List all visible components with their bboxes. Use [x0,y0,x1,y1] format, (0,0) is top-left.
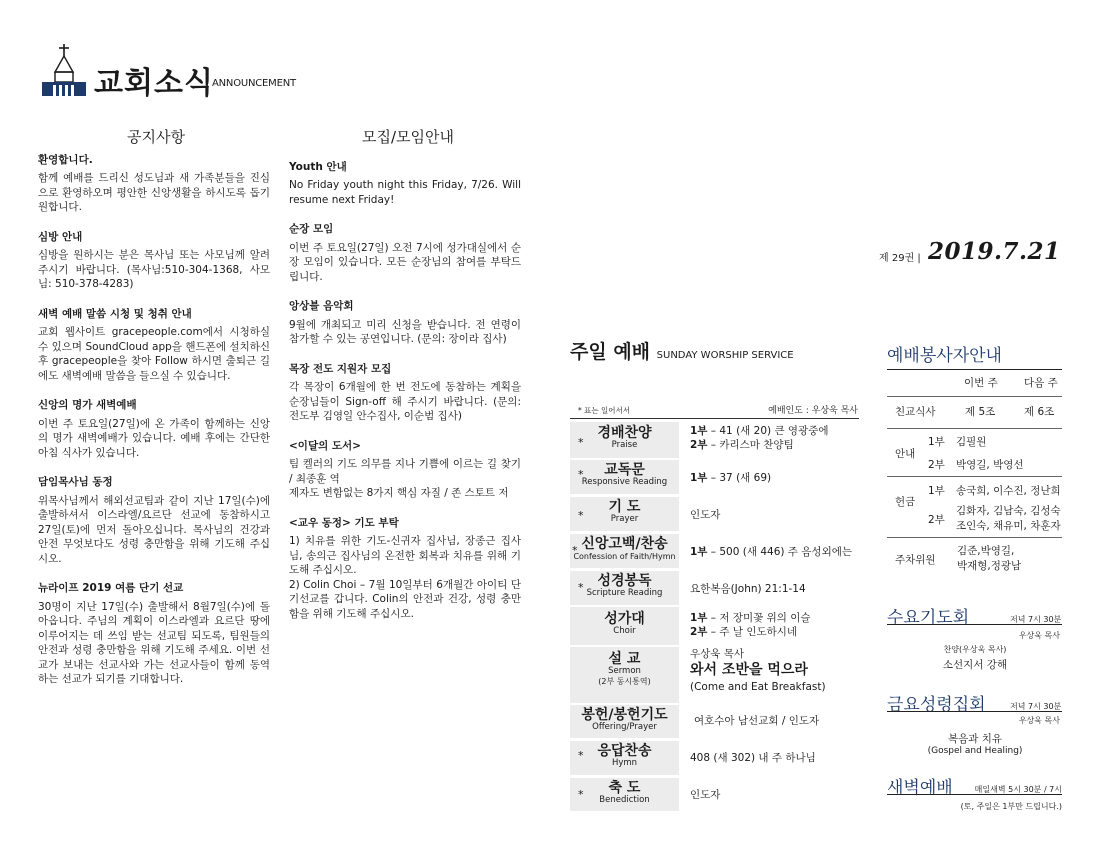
recruit-body: No Friday youth night this Friday, 7/26. Will resume next Friday! [289,179,521,206]
dawn-title: 새벽예배 [887,778,953,798]
notice-title: 신앙의 명가 새벽예배 [38,399,137,412]
order-name-en: Confession of Faith/Hymn [573,552,676,562]
church-icon [40,42,88,100]
order-name-en: Responsive Reading [581,477,668,488]
recruit-body: 각 목장이 6개월에 한 번 전도에 동참하는 계획을 순장님들이 Sign-off 해 주시기 바랍니다. (문의: 전도부 김영일 안수집사, 이순범 집사) [289,381,521,423]
recruit-title: 목장 전도 지원자 모집 [289,362,392,375]
parking-label: 주차위원 [895,554,936,566]
sermon-title: 와서 조반을 먹으라 [690,662,808,679]
order-row [570,497,860,531]
order-label [570,705,679,738]
recruit-title: <이달의 도서> [289,439,361,452]
order-row [570,422,860,458]
order-label [570,534,679,568]
order-name-ko: 응답찬송 [597,743,652,759]
order-name-en: Benediction [599,795,650,806]
recruit-body: 이번 주 토요일(27일) 오전 7시에 성가대실에서 순장 모임이 있습니다. 모든 순장님의 참여를 부탁드립니다. [289,241,521,283]
guide-service-1: 1부 [928,436,945,448]
preacher: 우상욱 목사 [690,648,745,660]
order-name-en: Choir [613,626,636,637]
order-name-en: Sermon [608,666,641,677]
order-label [570,778,679,811]
recruit-body: 1) 치유를 위한 기도-신귀자 집사님, 장종근 집사님, 송의근 집사님의 온전한 회복과 치유를 위해 기도해 주십시오. 2) Colin Choi – 7월 10일부터 6개월간 아이티 단기선교를 갑니다. Colin의 안전과 건강, 성령 충만함을 위해 기도해 주십시오. [289,535,521,620]
order-value: 408 (새 302) 내 주 하나님 [690,752,816,764]
parking-names: 박재형,정광남 [957,560,1022,572]
notices-heading: 공지사항 [127,128,185,146]
order-row [570,607,860,645]
stand-marker: * [578,436,584,449]
notice-body: 이번 주 토요일(27일)에 온 가족이 함께하는 신앙의 명가 새벽예배가 있습니다. 예배 후에는 간단한 아침 식사가 있습니다. [38,417,270,459]
offering-2-names: 조인숙, 채유미, 차훈자 [956,520,1061,532]
order-name-ko: 축 도 [608,780,641,796]
order-label [570,497,679,531]
dawn-time: 매일새벽 5시 30분 / 7시 [974,785,1062,794]
notice-title: 뉴라이프 2019 여름 단기 선교 [38,582,184,595]
guide-1-names: 김필원 [956,436,987,448]
standing-note: * 표는 일어서서 [578,406,630,415]
order-row [570,741,860,775]
order-name-note: (2부 동시통역) [598,676,651,686]
notices-list [38,153,270,702]
order-value: 1부 – 37 (새 69) [690,472,772,484]
order-label [570,571,679,605]
notice-body: 교회 웹사이트 gracepeople.com에서 시청하실 수 있으며 SoundCloud app을 핸드폰에 설치하신 후 gracepeople을 찾아 Follow 하시면 출퇴근 길에도 새벽예배 말씀을 들으실 수 있습니다. [38,326,270,382]
order-name-ko: 경배찬양 [597,425,652,441]
order-row [570,647,860,703]
kitchen-label: 친교식사 [895,406,936,418]
order-name-en: Offering/Prayer [592,722,657,733]
recruit-body: 9월에 개최되고 미리 신청을 받습니다. 전 연령이 참가할 수 있는 공연입니다. (문의: 장이라 집사) [289,318,521,346]
issue-volume: 제 29권 | [879,253,921,264]
col-next-week: 다음 주 [1024,377,1058,389]
friday-line2: (Gospel and Healing) [927,746,1023,756]
kitchen-this: 제 5조 [965,406,996,418]
recruit-title: 앙상블 음악회 [289,300,354,313]
notice-title: 새벽 예배 말씀 시청 및 청취 안내 [38,307,192,320]
notice-body: 함께 예배를 드리신 성도님과 새 가족분들을 진심으로 환영하오며 평안한 신앙생활을 하시도록 돕기 원합니다. [38,172,270,214]
dawn-note: (토, 주일은 1부만 드립니다.) [960,802,1062,811]
order-row [570,460,860,494]
page-subtitle: ANNOUNCEMENT [212,78,296,89]
notice-body: 30명이 지난 17일(수) 출발해서 8월7일(수)에 돌아옵니다. 주님의 계획이 이스라엘과 요르단 땅에 이루어지는 데 쓰임 받는 선교팀 되도록, 팀원들의 안전과 성령 충만함을 위해 기도해 주세요. 이번 선교가 보내는 선교사와 가는 선교사들이 함께 동역하는 선교가 되기를 기대합니다. [38,600,270,686]
sermon-title-en: (Come and Eat Breakfast) [690,681,826,694]
order-name-en: Praise [611,440,638,451]
guide-label: 안내 [895,448,916,460]
order-value: 1부 – 500 (새 446) 주 음성외에는 [690,546,853,558]
notice-body: 위목사님께서 해외선교팀과 같이 지난 17일(수)에 출발하셔서 이스라엘/요르단 선교에 동참하시고 27일(토)에 먼저 돌아오십니다. 목사님의 건강과 안전 무엇보다도 성령 충만함을 위해 기도해 주십시오. [38,494,270,565]
wednesday-time: 저녁 7시 30분 [1010,615,1062,624]
offering-label: 헌금 [895,496,916,508]
friday-leader: 우상욱 목사 [1018,716,1060,725]
order-name-ko: 봉헌/봉헌기도 [581,707,668,723]
col-this-week: 이번 주 [964,377,998,389]
order-label [570,460,679,494]
order-row [570,705,860,738]
guide-2-names: 박영길, 박영선 [956,459,1024,471]
order-value: 여호수아 남선교회 / 인도자 [694,715,820,727]
parking-names: 김준,박영길, [957,545,1015,557]
order-value: 1부 – 41 (새 20) 큰 영광중에 2부 – 카리스마 찬양팀 [690,425,829,452]
divider [887,396,1062,397]
order-label [570,607,679,645]
notice-title: 환영합니다. [38,154,93,166]
order-label [570,422,679,458]
wednesday-leader: 우상욱 목사 [1018,631,1060,640]
order-name-ko: 기 도 [608,499,641,515]
order-row [570,534,860,568]
order-value [690,647,826,694]
kitchen-next: 제 6조 [1024,406,1055,418]
stand-marker: * [572,544,578,557]
order-value: 인도자 [690,789,721,801]
offering-service-2: 2부 [928,514,945,526]
wednesday-line2: 소선지서 강해 [942,659,1008,671]
wednesday-title: 수요기도회 [887,608,970,628]
friday-time: 저녁 7시 30분 [1010,702,1062,711]
divider [570,418,859,419]
recruit-title: 순장 모임 [289,223,334,236]
offering-service-1: 1부 [928,485,945,497]
order-name-ko: 설 교 [608,651,641,667]
divider [887,476,1062,477]
stand-marker: * [578,788,584,801]
order-name-ko: 성경봉독 [597,573,652,589]
divider [887,369,1062,370]
order-row [570,778,860,811]
order-name-en: Scripture Reading [586,588,663,599]
friday-title: 금요성령집회 [887,695,986,715]
stand-marker: * [578,749,584,762]
recruit-title: <교우 동정> 기도 부탁 [289,516,399,529]
order-value: 인도자 [690,509,721,521]
order-name-ko: 신앙고백/찬송 [581,536,668,552]
stand-marker: * [578,581,584,594]
order-label [570,647,679,703]
worship-title [570,337,794,364]
wednesday-line1: 찬양(우상욱 목사) [943,645,1007,654]
order-label [570,741,679,775]
worship-title-ko: 주일 예배 [570,341,651,363]
page-title: 교회소식 [94,66,214,101]
divider [887,428,1062,429]
stand-marker: * [578,468,584,481]
order-name-en: Hymn [611,758,638,769]
recruit-list [289,160,521,636]
stand-marker: * [578,509,584,522]
order-name-en: Prayer [610,514,639,525]
friday-line1: 복음과 치유 [947,733,1003,745]
order-name-ko: 교독문 [604,462,645,478]
guide-service-2: 2부 [928,459,945,471]
order-value: 1부 – 저 장미꽃 위의 이슬 2부 – 주 날 인도하시네 [690,612,811,639]
offering-2-names: 김화자, 김남숙, 김성숙 [956,505,1061,517]
issue-date: 2019.7.21 [928,238,1061,265]
order-row [570,571,860,605]
order-name-ko: 성가대 [604,611,645,627]
recruit-body: 팀 켈러의 기도 의무를 지나 기쁨에 이르는 길 찾기 / 최종훈 역 제자도 변함없는 8가지 핵심 자질 / 존 스토트 저 [289,458,521,500]
recruit-heading: 모집/모임안내 [362,128,454,146]
notice-title: 심방 안내 [38,230,83,243]
notice-title: 담임목사님 동정 [38,476,113,489]
notice-body: 심방을 원하시는 분은 목사님 또는 사모님께 알려 주시기 바랍니다. (목사님:510-304-1368, 사모님: 510-378-4283) [38,249,270,291]
worship-leader: 예배인도 : 우상욱 목사 [768,406,858,416]
divider [887,537,1062,538]
offering-1-names: 송국희, 이수진, 정난희 [956,485,1061,497]
worship-title-en: SUNDAY WORSHIP SERVICE [656,350,794,361]
volunteers-title: 예배봉사자안내 [887,346,1002,366]
order-value: 요한복음(John) 21:1-14 [690,583,806,595]
recruit-title: Youth 안내 [289,161,347,173]
